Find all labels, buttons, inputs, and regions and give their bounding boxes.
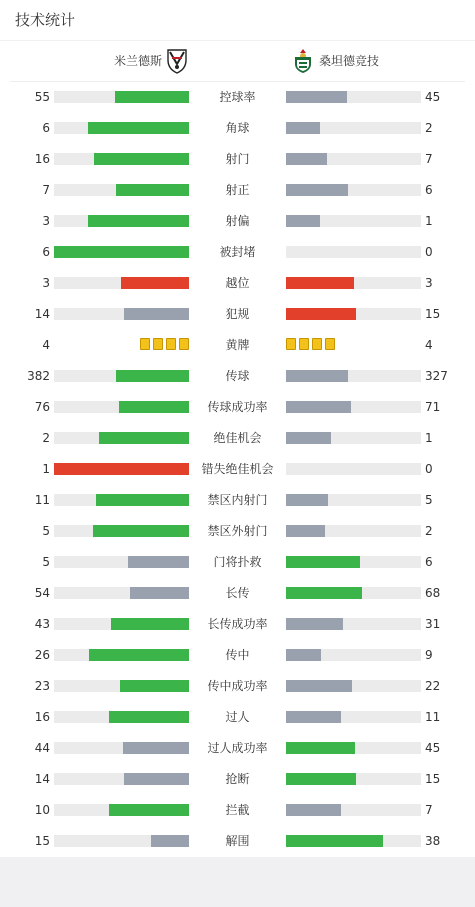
home-value: 15 — [34, 834, 50, 848]
home-bar-track — [54, 711, 189, 723]
away-bar-fill — [286, 618, 343, 630]
home-bar-track — [54, 308, 189, 320]
home-bar-track — [54, 773, 189, 785]
home-team-crest-icon — [166, 48, 188, 74]
home-bar-track — [54, 835, 189, 847]
away-bar-fill — [286, 215, 320, 227]
stat-label: 过人 — [225, 710, 250, 724]
home-bar-fill — [121, 277, 189, 289]
stat-label: 黄牌 — [225, 338, 250, 352]
stat-row — [0, 148, 475, 170]
stat-row — [0, 272, 475, 294]
away-value: 6 — [425, 555, 433, 569]
away-bar-fill — [286, 587, 362, 599]
home-bar-fill — [96, 494, 189, 506]
stat-row — [0, 799, 475, 821]
home-bar-fill — [115, 91, 189, 103]
away-bar-fill — [286, 742, 355, 754]
stat-label: 禁区外射门 — [207, 524, 268, 538]
away-bar-track — [286, 804, 421, 816]
away-value: 15 — [425, 772, 441, 786]
home-bar-fill — [88, 215, 189, 227]
home-bar-track — [54, 742, 189, 754]
away-bar-track — [286, 463, 421, 475]
home-bar-fill — [54, 246, 189, 258]
away-team-crest-icon — [292, 48, 314, 74]
stat-label: 越位 — [225, 276, 250, 290]
home-bar-track — [54, 432, 189, 444]
stat-label: 射正 — [225, 183, 250, 197]
yellow-card-icon — [140, 338, 150, 350]
away-bar-track — [286, 122, 421, 134]
home-bar-track — [54, 184, 189, 196]
home-value: 3 — [42, 276, 50, 290]
away-bar-track — [286, 277, 421, 289]
away-bar-track — [286, 494, 421, 506]
away-team-name: 桑坦德竞技 — [319, 54, 380, 68]
stat-label: 过人成功率 — [207, 741, 268, 755]
away-bar-fill — [286, 153, 327, 165]
away-bar-fill — [286, 370, 348, 382]
away-bar-track — [286, 91, 421, 103]
home-yellow-cards — [54, 338, 189, 352]
away-bar-track — [286, 618, 421, 630]
away-bar-track — [286, 680, 421, 692]
yellow-card-icon — [299, 338, 309, 350]
home-value: 3 — [42, 214, 50, 228]
stat-label: 错失绝佳机会 — [201, 462, 274, 476]
stat-label: 禁区内射门 — [207, 493, 268, 507]
away-bar-track — [286, 246, 421, 258]
stat-row — [0, 334, 475, 356]
away-value: 0 — [425, 462, 433, 476]
stat-row — [0, 365, 475, 387]
home-value: 5 — [42, 555, 50, 569]
away-bar-track — [286, 742, 421, 754]
home-bar-fill — [109, 711, 189, 723]
home-value: 43 — [34, 617, 50, 631]
away-value: 1 — [425, 431, 433, 445]
away-value: 45 — [425, 90, 441, 104]
away-bar-track — [286, 215, 421, 227]
stat-label: 门将扑救 — [213, 555, 262, 569]
stat-label: 长传 — [225, 586, 250, 600]
stat-label: 传球 — [225, 369, 250, 383]
stat-row — [0, 396, 475, 418]
home-value: 16 — [34, 710, 50, 724]
home-bar-fill — [119, 401, 189, 413]
stat-row — [0, 489, 475, 511]
home-bar-fill — [128, 556, 189, 568]
away-value: 7 — [425, 803, 433, 817]
away-bar-track — [286, 649, 421, 661]
away-value: 11 — [425, 710, 441, 724]
home-bar-fill — [109, 804, 189, 816]
home-bar-track — [54, 649, 189, 661]
yellow-card-icon — [179, 338, 189, 350]
stat-row — [0, 520, 475, 542]
away-value: 45 — [425, 741, 441, 755]
yellow-card-icon — [312, 338, 322, 350]
away-bar-track — [286, 370, 421, 382]
home-bar-fill — [116, 184, 189, 196]
away-bar-track — [286, 525, 421, 537]
stat-row — [0, 241, 475, 263]
home-bar-fill — [93, 525, 189, 537]
header-divider — [0, 40, 475, 41]
home-bar-track — [54, 246, 189, 258]
stat-label: 长传成功率 — [207, 617, 268, 631]
home-bar-fill — [99, 432, 189, 444]
stat-row — [0, 768, 475, 790]
home-value: 44 — [34, 741, 50, 755]
home-value: 16 — [34, 152, 50, 166]
away-value: 4 — [425, 338, 433, 352]
stat-row — [0, 737, 475, 759]
home-value: 23 — [34, 679, 50, 693]
stat-row — [0, 458, 475, 480]
home-value: 7 — [42, 183, 50, 197]
away-bar-track — [286, 587, 421, 599]
stat-label: 射门 — [225, 152, 250, 166]
away-bar-fill — [286, 835, 383, 847]
away-bar-fill — [286, 711, 341, 723]
away-value: 327 — [425, 369, 448, 383]
away-value: 31 — [425, 617, 441, 631]
away-bar-track — [286, 308, 421, 320]
away-bar-track — [286, 711, 421, 723]
away-value: 0 — [425, 245, 433, 259]
home-bar-track — [54, 587, 189, 599]
stat-row — [0, 706, 475, 728]
away-value: 6 — [425, 183, 433, 197]
away-yellow-cards — [286, 338, 421, 352]
away-value: 5 — [425, 493, 433, 507]
away-bar-fill — [286, 432, 331, 444]
away-bar-fill — [286, 494, 328, 506]
stat-label: 传球成功率 — [207, 400, 268, 414]
stat-label: 犯规 — [225, 307, 250, 321]
home-value: 6 — [42, 121, 50, 135]
away-value: 68 — [425, 586, 441, 600]
stat-label: 被封堵 — [219, 245, 256, 259]
stat-label: 解围 — [225, 834, 250, 848]
away-value: 22 — [425, 679, 441, 693]
yellow-card-icon — [286, 338, 296, 350]
away-bar-fill — [286, 773, 356, 785]
stat-row — [0, 210, 475, 232]
home-bar-fill — [116, 370, 189, 382]
home-bar-fill — [151, 835, 189, 847]
home-value: 14 — [34, 772, 50, 786]
home-bar-track — [54, 277, 189, 289]
home-bar-track — [54, 804, 189, 816]
away-bar-fill — [286, 308, 356, 320]
home-team-name: 米兰德斯 — [113, 54, 162, 68]
away-value: 7 — [425, 152, 433, 166]
away-value: 71 — [425, 400, 441, 414]
yellow-card-icon — [166, 338, 176, 350]
home-bar-track — [54, 618, 189, 630]
home-value: 11 — [34, 493, 50, 507]
home-bar-fill — [130, 587, 189, 599]
away-bar-fill — [286, 556, 360, 568]
away-bar-fill — [286, 277, 354, 289]
away-bar-track — [286, 773, 421, 785]
away-bar-track — [286, 401, 421, 413]
stat-row — [0, 582, 475, 604]
away-value: 2 — [425, 121, 433, 135]
stat-label: 拦截 — [225, 803, 250, 817]
away-bar-track — [286, 184, 421, 196]
home-value: 2 — [42, 431, 50, 445]
stat-label: 控球率 — [219, 90, 256, 104]
stat-row — [0, 179, 475, 201]
away-bar-fill — [286, 122, 320, 134]
away-value: 2 — [425, 524, 433, 538]
yellow-card-icon — [153, 338, 163, 350]
stat-row — [0, 613, 475, 635]
home-bar-track — [54, 680, 189, 692]
home-value: 10 — [34, 803, 50, 817]
home-bar-track — [54, 556, 189, 568]
stat-label: 抢断 — [225, 772, 250, 786]
stat-row — [0, 644, 475, 666]
away-bar-track — [286, 153, 421, 165]
home-value: 6 — [42, 245, 50, 259]
home-bar-track — [54, 215, 189, 227]
home-bar-fill — [94, 153, 189, 165]
away-bar-fill — [286, 680, 352, 692]
stat-row — [0, 830, 475, 852]
home-bar-fill — [89, 649, 189, 661]
stat-label: 射偏 — [225, 214, 250, 228]
away-value: 15 — [425, 307, 441, 321]
stat-row — [0, 86, 475, 108]
stat-row — [0, 117, 475, 139]
home-bar-fill — [111, 618, 189, 630]
home-bar-track — [54, 401, 189, 413]
away-bar-fill — [286, 525, 325, 537]
home-bar-track — [54, 91, 189, 103]
away-bar-track — [286, 835, 421, 847]
home-bar-track — [54, 494, 189, 506]
stat-label: 传中 — [225, 648, 250, 662]
home-value: 4 — [42, 338, 50, 352]
home-value: 55 — [34, 90, 50, 104]
home-value: 14 — [34, 307, 50, 321]
home-value: 26 — [34, 648, 50, 662]
home-bar-fill — [124, 308, 189, 320]
away-value: 3 — [425, 276, 433, 290]
away-bar-track — [286, 556, 421, 568]
stat-label: 绝佳机会 — [213, 431, 262, 445]
home-bar-track — [54, 122, 189, 134]
away-bar-fill — [286, 91, 347, 103]
home-bar-fill — [124, 773, 189, 785]
away-bar-fill — [286, 184, 348, 196]
stat-row — [0, 551, 475, 573]
home-bar-fill — [123, 742, 189, 754]
home-value: 382 — [27, 369, 50, 383]
teams-divider — [10, 81, 465, 82]
home-bar-fill — [54, 463, 189, 475]
home-value: 5 — [42, 524, 50, 538]
away-bar-track — [286, 432, 421, 444]
away-bar-fill — [286, 649, 321, 661]
stat-label: 传中成功率 — [207, 679, 268, 693]
home-bar-fill — [120, 680, 189, 692]
home-bar-track — [54, 463, 189, 475]
home-bar-fill — [88, 122, 189, 134]
stat-row — [0, 427, 475, 449]
home-value: 76 — [34, 400, 50, 414]
home-bar-track — [54, 370, 189, 382]
home-value: 1 — [42, 462, 50, 476]
away-bar-fill — [286, 804, 341, 816]
stat-row — [0, 303, 475, 325]
page-title: 技术统计 — [15, 11, 76, 29]
away-value: 1 — [425, 214, 433, 228]
away-value: 9 — [425, 648, 433, 662]
stat-row — [0, 675, 475, 697]
home-value: 54 — [34, 586, 50, 600]
home-bar-track — [54, 525, 189, 537]
away-value: 38 — [425, 834, 441, 848]
home-bar-track — [54, 153, 189, 165]
away-bar-fill — [286, 401, 351, 413]
yellow-card-icon — [325, 338, 335, 350]
stat-label: 角球 — [225, 121, 250, 135]
